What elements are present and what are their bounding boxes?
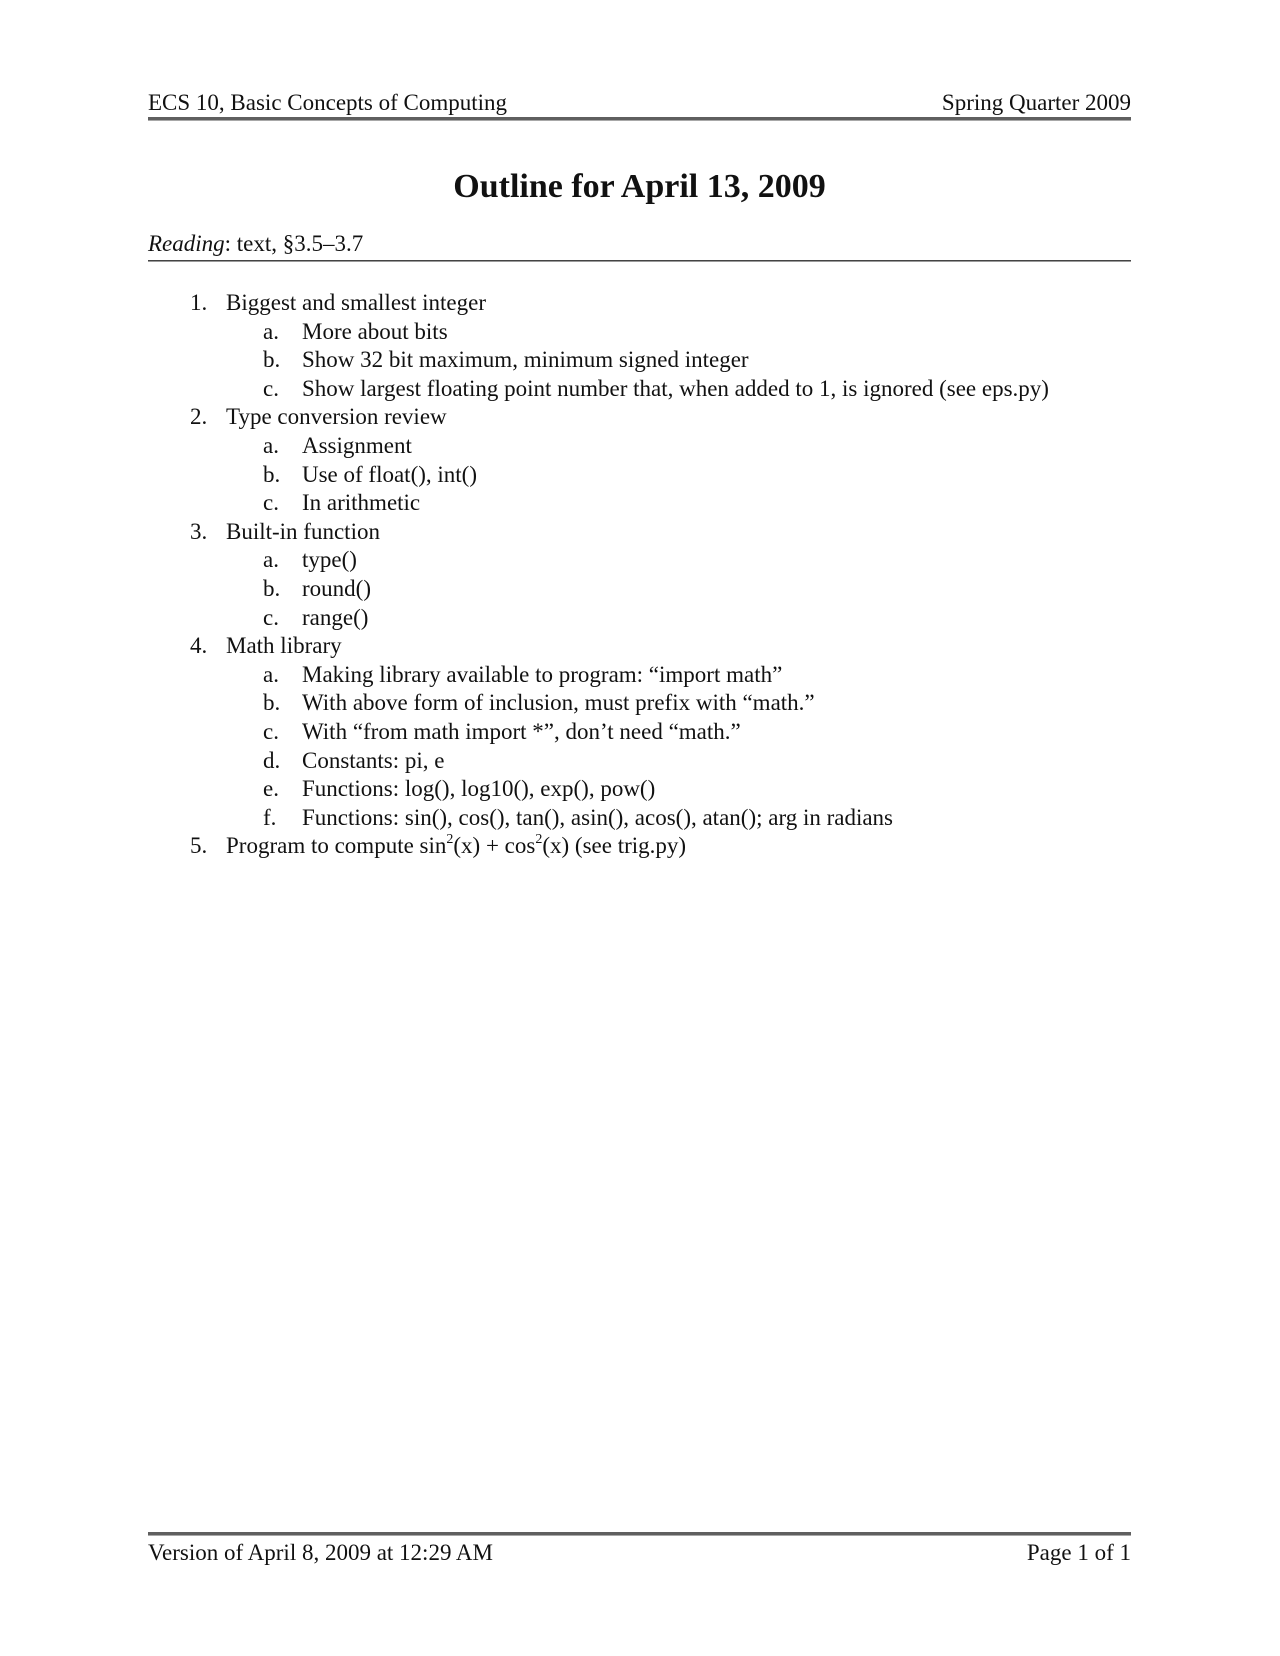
page-header (148, 87, 1131, 117)
subitem-text: With “from math import *”, don’t need “math.” (302, 718, 741, 744)
superscript: 2 (446, 831, 454, 847)
reading-line (148, 230, 363, 258)
reading-rule (148, 260, 1131, 262)
item-number: 3. (190, 518, 208, 544)
footer-rule (148, 1532, 1131, 1536)
subitem-label: e. (263, 776, 279, 802)
subitem-label: b. (263, 575, 281, 601)
outline-item (148, 632, 1131, 661)
text-part: Program to compute sin (226, 833, 447, 859)
item-text: Biggest and smallest integer (226, 290, 486, 315)
outline-subitem (148, 775, 1131, 804)
outline-subitem (148, 575, 1131, 604)
subitem-label: d. (263, 747, 281, 773)
subitem-label: c. (263, 375, 279, 401)
subitem-label: b. (263, 690, 281, 716)
subitem-text: Constants: pi, e (302, 747, 445, 773)
item-number: 5. (190, 833, 208, 859)
reading-label: Reading (148, 231, 225, 256)
item-text: Math library (226, 633, 342, 659)
subitem-text: Functions: sin(), cos(), tan(), asin(), acos(), atan(); arg in radians (302, 804, 894, 830)
subitem-label: b. (263, 461, 281, 487)
item-number: 4. (190, 633, 208, 659)
subitem-text: In arithmetic (302, 490, 421, 516)
item-number: 1. (190, 290, 208, 315)
outline-item (148, 832, 1131, 861)
subitem-label: c. (263, 490, 279, 516)
subitem-text: Use of float(), int() (302, 461, 477, 487)
subitem-text: Making library available to program: “import math” (302, 661, 783, 687)
outline-subitem (148, 318, 1131, 347)
outline-subitem (148, 346, 1131, 375)
subitem-text: More about bits (302, 318, 448, 344)
subitem-label: a. (263, 432, 279, 458)
version-info: Version of April 8, 2009 at 12:29 AM (148, 1540, 493, 1565)
page-number: Page 1 of 1 (1026, 1540, 1131, 1565)
outline-subitem (148, 604, 1131, 633)
outline-subitem (148, 546, 1131, 575)
outline-list (148, 289, 1131, 861)
subitem-text: round() (302, 575, 371, 601)
item-text: Built-in function (226, 518, 380, 544)
subitem-label: f. (263, 804, 277, 830)
outline-subitem (148, 489, 1131, 518)
outline-subitem (148, 461, 1131, 490)
outline-subitem (148, 718, 1131, 747)
outline-subitem (148, 375, 1131, 404)
outline-item (148, 403, 1131, 432)
outline-item (148, 518, 1131, 547)
subitem-label: a. (263, 318, 279, 344)
subitem-text: Assignment (302, 432, 412, 458)
item-text: Type conversion review (226, 404, 447, 430)
subitem-text: type() (302, 547, 357, 573)
subitem-label: c. (263, 604, 279, 630)
page-footer (148, 1539, 1131, 1567)
outline-subitem (148, 804, 1131, 833)
text-part: (x) + cos (453, 833, 536, 859)
subitem-label: a. (263, 547, 279, 573)
subitem-text: range() (302, 604, 369, 630)
superscript: 2 (535, 831, 543, 847)
item-number: 2. (190, 404, 208, 430)
subitem-text: Show 32 bit maximum, minimum signed integer (302, 347, 749, 373)
term: Spring Quarter 2009 (941, 90, 1131, 115)
course-name: ECS 10, Basic Concepts of Computing (148, 90, 508, 115)
outline-subitem (148, 689, 1131, 718)
outline-item (148, 289, 1131, 318)
outline-subitem (148, 432, 1131, 461)
header-rule (148, 117, 1131, 121)
outline-subitem (148, 661, 1131, 690)
outline-subitem (148, 747, 1131, 776)
subitem-label: b. (263, 347, 281, 373)
reading-text: : text, §3.5–3.7 (224, 231, 364, 256)
subitem-label: c. (263, 718, 279, 744)
item-text (226, 832, 686, 861)
page-title: Outline for April 13, 2009 (453, 168, 826, 205)
subitem-text: With above form of inclusion, must prefix with “math.” (302, 690, 815, 716)
subitem-text: Show largest floating point number that, when added to 1, is ignored (see eps.py) (302, 375, 1049, 401)
text-part: (x) (see trig.py) (542, 833, 687, 859)
subitem-text: Functions: log(), log10(), exp(), pow() (302, 776, 656, 802)
subitem-label: a. (263, 661, 279, 687)
